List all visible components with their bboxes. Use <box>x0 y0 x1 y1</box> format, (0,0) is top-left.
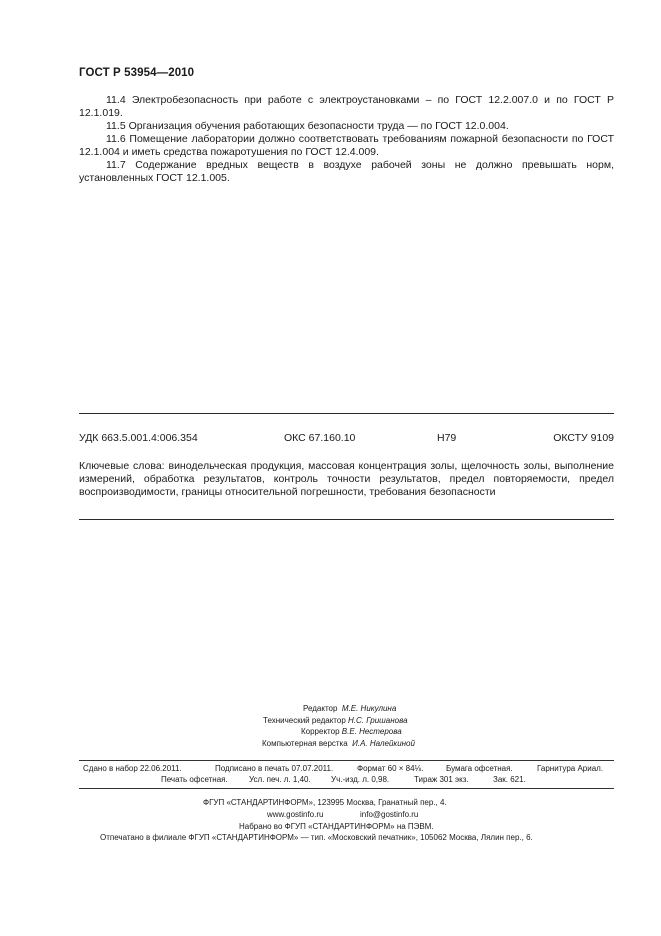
paper-info: Бумага офсетная. <box>446 764 513 773</box>
divider-top <box>79 413 614 414</box>
layout-name: И.А. Налейкиной <box>352 738 415 748</box>
h-code: Н79 <box>437 432 457 444</box>
document-id-header: ГОСТ Р 53954—2010 <box>79 67 195 79</box>
edit-sheets-info: Уч.-изд. л. 0,98. <box>331 775 390 784</box>
divider-bottom <box>79 519 614 520</box>
oks-code: ОКС 67.160.10 <box>284 432 356 444</box>
divider-print-top <box>79 760 614 761</box>
printed-at-info: Отпечатано в филиале ФГУП «СТАНДАРТИНФОРМ» — тип. «Московский печатник», 105062 Москва, Лялин пер., 6. <box>100 833 533 843</box>
corrector-credit <box>301 726 402 738</box>
okstu-code: ОКСТУ 9109 <box>553 432 614 444</box>
layout-label: Компьютерная верстка <box>262 738 348 748</box>
sent-to-set: Сдано в набор 22.06.2011. <box>83 764 182 773</box>
tech-editor-name: Н.С. Гришанова <box>348 715 408 725</box>
typeface-info: Гарнитура Ариал. <box>537 764 604 773</box>
tech-editor-credit <box>263 715 408 727</box>
tech-editor-label: Технический редактор <box>263 715 346 725</box>
divider-print-bottom <box>79 788 614 789</box>
corrector-name: В.Е. Нестерова <box>341 727 402 736</box>
run-info: Тираж 301 экз. <box>414 775 469 784</box>
sheets-info: Усл. печ. л. 1,40. <box>249 775 311 784</box>
layout-credit <box>262 738 415 750</box>
udk-code: УДК 663.5.001.4:006.354 <box>79 432 198 444</box>
print-type-info: Печать офсетная. <box>161 775 228 784</box>
keywords-text: Ключевые слова: винодельческая продукция, массовая концентрация золы, щелочность золы, выполнение измерений, обработка результатов, контроль точности результатов, предел повторяемости, предел воспроизводимости, границы относительной погрешности, требования безопасности <box>79 460 614 498</box>
safety-requirements-text <box>79 94 614 185</box>
editor-name: М.Е. Никулина <box>341 704 397 713</box>
publisher-address: ФГУП «СТАНДАРТИНФОРМ», 123995 Москва, Гранатный пер., 4. <box>203 798 447 807</box>
section-11-5: 11.5 Организация обучения работающих безопасности труда — по ГОСТ 12.0.004. <box>106 120 509 132</box>
editor-label: Редактор <box>303 704 338 713</box>
format-info: Формат 60 × 84⅛. <box>357 764 424 773</box>
section-11-7: 11.7 Содержание вредных веществ в воздухе рабочей зоны не должно превышать норм, установленных ГОСТ 12.1.005. <box>79 159 614 184</box>
order-info: Зак. 621. <box>493 775 526 784</box>
corrector-label: Корректор <box>301 727 340 736</box>
typeset-info: Набрано во ФГУП «СТАНДАРТИНФОРМ» на ПЭВМ. <box>239 821 434 831</box>
section-11-6: 11.6 Помещение лаборатории должно соответствовать требованиям пожарной безопасности по ГОСТ 12.1.004 и иметь средства пожаротушения по ГОСТ 12.4.009. <box>79 133 614 158</box>
publisher-email: info@gostinfo.ru <box>360 809 419 819</box>
signed-for-print: Подписано в печать 07.07.2011. <box>215 764 334 773</box>
publisher-website: www.gostinfo.ru <box>267 809 324 819</box>
editor-credit <box>303 703 396 715</box>
section-11-4: 11.4 Электробезопасность при работе с электроустановками – по ГОСТ 12.2.007.0 и по ГОСТ Р 12.1.019. <box>79 94 614 119</box>
